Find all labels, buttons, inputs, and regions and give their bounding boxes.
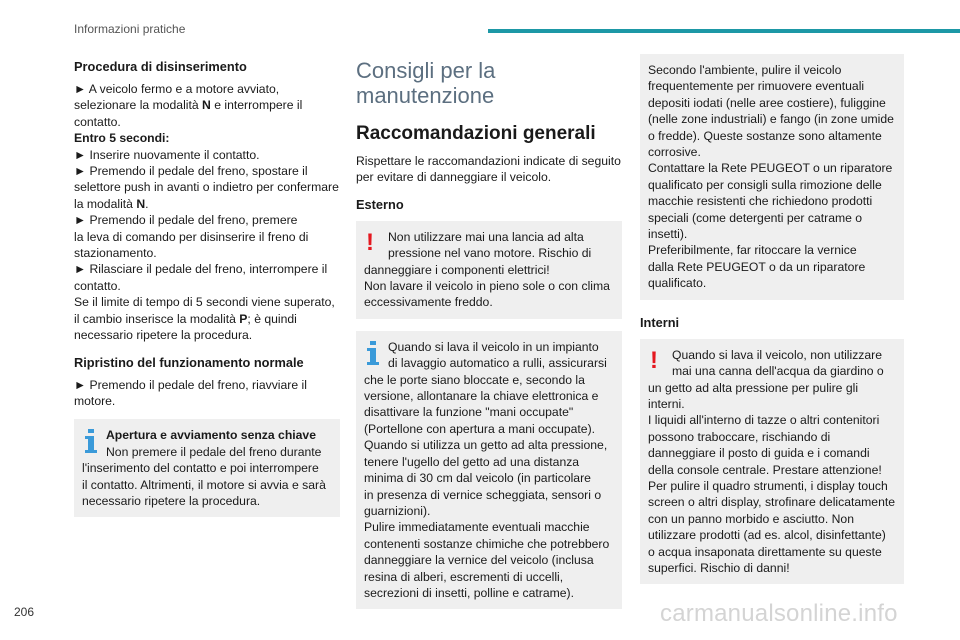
intro-text: Rispettare le raccomandazioni indicate di seguito per evitare di danneggiare il veicolo.	[356, 154, 621, 185]
info-box-lavaggio: Quando si lava il veicolo in un impianto di lavaggio automatico a rulli, assicurarsi che le porte siano bloccate e, secondo la versione, allontanare la chiave elettronica e disattivare la funzione "mani occupate" (Portellone con apertura a mani occupate). Quando si utilizza un getto ad alta pressione, tenere l'ugello del getto ad una distanza minima di 30 cm dal veicolo (in particolare in presenza di vernice scheggiata, sensori o guarnizioni). Pulire immediatamente eventuali macchie contenenti sostanze chimiche che potrebbero danneggiare la vernice del veicolo (inclusa resina di alberi, escrementi di uccelli, secrezioni di insetti, polline e catrame).	[356, 331, 622, 610]
heading-interni: Interni	[640, 314, 680, 330]
header-accent-bar	[488, 29, 960, 33]
line: Se il limite di tempo di 5 secondi viene superato,	[74, 295, 335, 310]
line: necessario ripetere la procedura.	[82, 493, 261, 508]
line: il contatto. Altrimenti, il motore si avvia e sarà	[82, 477, 326, 492]
line: il cambio inserisce la modalità P; è quindi	[74, 311, 297, 326]
line: l'inserimento del contatto e poi interrompere	[82, 461, 319, 476]
heading-ripristino: Ripristino del funzionamento normale	[74, 354, 304, 370]
line: contatto.	[74, 114, 121, 129]
column-right	[640, 58, 904, 596]
page-header: Informazioni pratiche	[74, 22, 186, 36]
warning-icon: !	[366, 228, 374, 256]
warning-box-esterno: ! Non utilizzare mai una lancia ad alta pressione nel vano motore. Rischio di danneggiare i componenti elettrici! Non lavare il veicolo in pieno sole o con clima eccessivamente freddo.	[356, 221, 622, 319]
line: contatto.	[74, 278, 121, 293]
procedure-text	[74, 81, 340, 344]
line: selettore push in avanti o indietro per confermare	[74, 180, 339, 195]
line: necessario ripetere la procedura.	[74, 328, 253, 343]
line: ► Premendo il pedale del freno, spostare il	[74, 164, 308, 179]
line: ► Rilasciare il pedale del freno, interrompere il	[74, 262, 328, 277]
info-title: Apertura e avviamento senza chiave	[106, 428, 316, 443]
line: Non premere il pedale del freno durante	[106, 444, 322, 459]
info-icon	[366, 341, 380, 365]
line: motore.	[74, 393, 116, 408]
info-box-keyless	[74, 419, 340, 517]
line: ► Premendo il pedale del freno, premere	[74, 213, 298, 228]
line: la leva di comando per disinserire il freno di	[74, 229, 309, 244]
line: ► Inserire nuovamente il contatto.	[74, 147, 260, 162]
warning-box-interni: ! Quando si lava il veicolo, non utilizzare mai una canna dell'acqua da giardino o un getto ad alta pressione per pulire gli interni. I liquidi all'interno di tazze o altri contenitori possono traboccare, rischiando di danneggiare il posto di guida e i comandi della console centrale. Prestare attenzione! Per pulire il quadro strumenti, i display touch screen o altri display, strofinare delicatamente con un panno morbido e asciutto. Non utilizzare prodotti (ad es. alcol, disinfettante) o acqua insaponata direttamente su queste superfici. Rischio di danni!	[640, 339, 904, 585]
subsection-title: Raccomandazioni generali	[356, 123, 596, 144]
page-number: 206	[14, 605, 35, 619]
column-left	[74, 58, 340, 529]
info-box-ambiente: Secondo l'ambiente, pulire il veicolo frequentemente per rimuovere eventuali depositi iodati (nelle aree costiere), fuliggine (nelle zone industriali) e fango (in zone umide o fredde). Queste sostanze sono altamente corrosive. Contattare la Rete PEUGEOT o un riparatore qualificato per consigli sulla rimozione delle macchie resistenti che richiedono prodotti speciali (come detergenti per catrame o insetti). Preferibilmente, far ritoccare la vernice dalla Rete PEUGEOT o da un riparatore qualificato.	[640, 54, 904, 300]
line: ► A veicolo fermo e a motore avviato,	[74, 82, 280, 96]
ripristino-text	[74, 377, 340, 410]
line: ► Premendo il pedale del freno, riavviare il	[74, 377, 307, 392]
watermark: carmanualsonline.info	[660, 600, 898, 627]
section-title: Consigli per la manutenzione	[356, 58, 496, 108]
column-middle	[356, 58, 622, 621]
line-bold: Entro 5 secondi:	[74, 131, 170, 146]
line: stazionamento.	[74, 246, 157, 261]
line: la modalità N.	[74, 196, 149, 211]
heading-esterno: Esterno	[356, 196, 404, 212]
warning-icon: !	[650, 346, 658, 374]
info-icon	[84, 429, 98, 453]
line: selezionare la modalità N e interrompere il	[74, 98, 303, 113]
heading-disinserimento: Procedura di disinserimento	[74, 59, 247, 74]
